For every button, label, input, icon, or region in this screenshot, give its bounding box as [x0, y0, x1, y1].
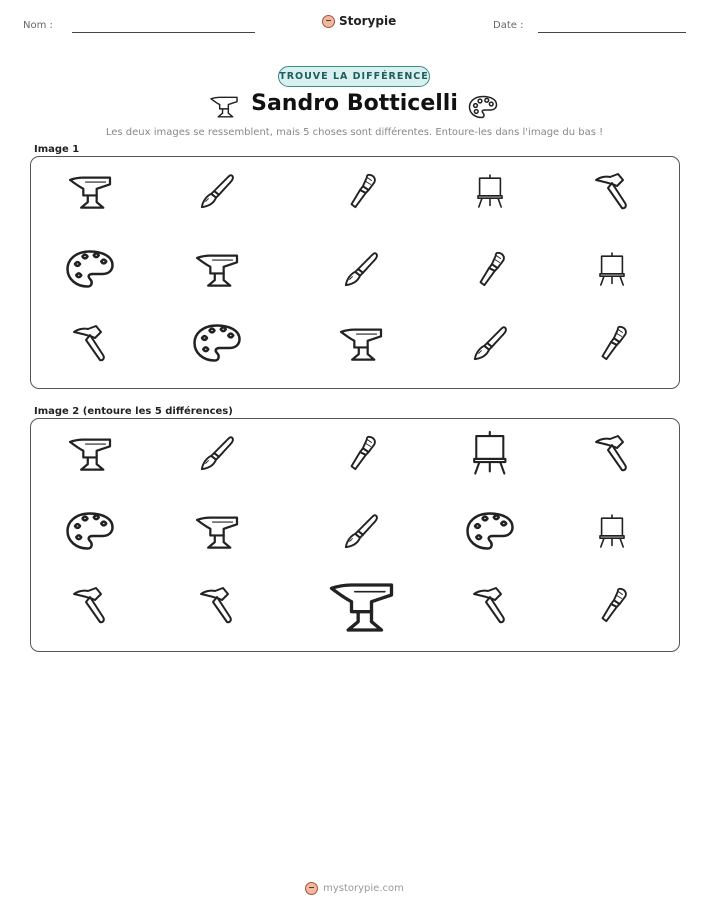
paintbrush-icon [342, 249, 380, 289]
date-line[interactable] [538, 32, 686, 33]
paintbrush-icon[interactable] [342, 511, 380, 551]
image1-panel [30, 156, 680, 389]
paintbrush-icon [471, 323, 509, 363]
image2-label: Image 2 (entoure les 5 différences) [34, 406, 233, 417]
palette-icon [192, 323, 242, 363]
hammer-icon[interactable] [470, 585, 510, 625]
palette-icon[interactable] [465, 511, 515, 551]
anvil-icon[interactable] [67, 433, 113, 473]
image2-panel[interactable] [30, 418, 680, 652]
anvil-icon[interactable] [327, 575, 396, 635]
paintbrush-icon [198, 171, 236, 211]
easel-icon [474, 172, 506, 210]
name-label: Nom : [23, 20, 53, 31]
hammer-icon [592, 171, 632, 211]
palette-icon [468, 94, 498, 120]
footer-url[interactable]: mystorypie.com [323, 883, 404, 894]
mascot-icon [305, 882, 318, 895]
instructions: Les deux images se ressemblent, mais 5 choses sont différentes. Entoure-les dans l'image du bas ! [105, 127, 604, 138]
name-line[interactable] [72, 32, 255, 33]
chisel-icon[interactable] [342, 433, 380, 473]
image1-label: Image 1 [34, 144, 80, 155]
chisel-icon [342, 171, 380, 211]
easel-icon[interactable] [469, 428, 511, 477]
hammer-icon[interactable] [197, 585, 237, 625]
footer [0, 882, 709, 895]
brand-name: Storypie [339, 14, 397, 28]
hammer-icon[interactable] [70, 585, 110, 625]
date-label: Date : [493, 20, 524, 31]
mascot-icon [322, 15, 335, 28]
chisel-icon [471, 249, 509, 289]
palette-icon[interactable] [65, 511, 115, 551]
palette-icon [65, 249, 115, 289]
anvil-icon [67, 171, 113, 211]
anvil-icon[interactable] [194, 511, 240, 551]
anvil-icon [338, 323, 384, 363]
page-title: Sandro Botticelli [251, 91, 458, 116]
chisel-icon[interactable] [593, 585, 631, 625]
easel-icon[interactable] [596, 512, 628, 550]
brand-logo [322, 14, 396, 28]
hammer-icon[interactable] [592, 433, 632, 473]
easel-icon [596, 250, 628, 288]
challenge-badge: TROUVE LA DIFFÉRENCE [278, 66, 430, 87]
paintbrush-icon[interactable] [198, 433, 236, 473]
chisel-icon [593, 323, 631, 363]
anvil-icon [194, 249, 240, 289]
hammer-icon [70, 323, 110, 363]
